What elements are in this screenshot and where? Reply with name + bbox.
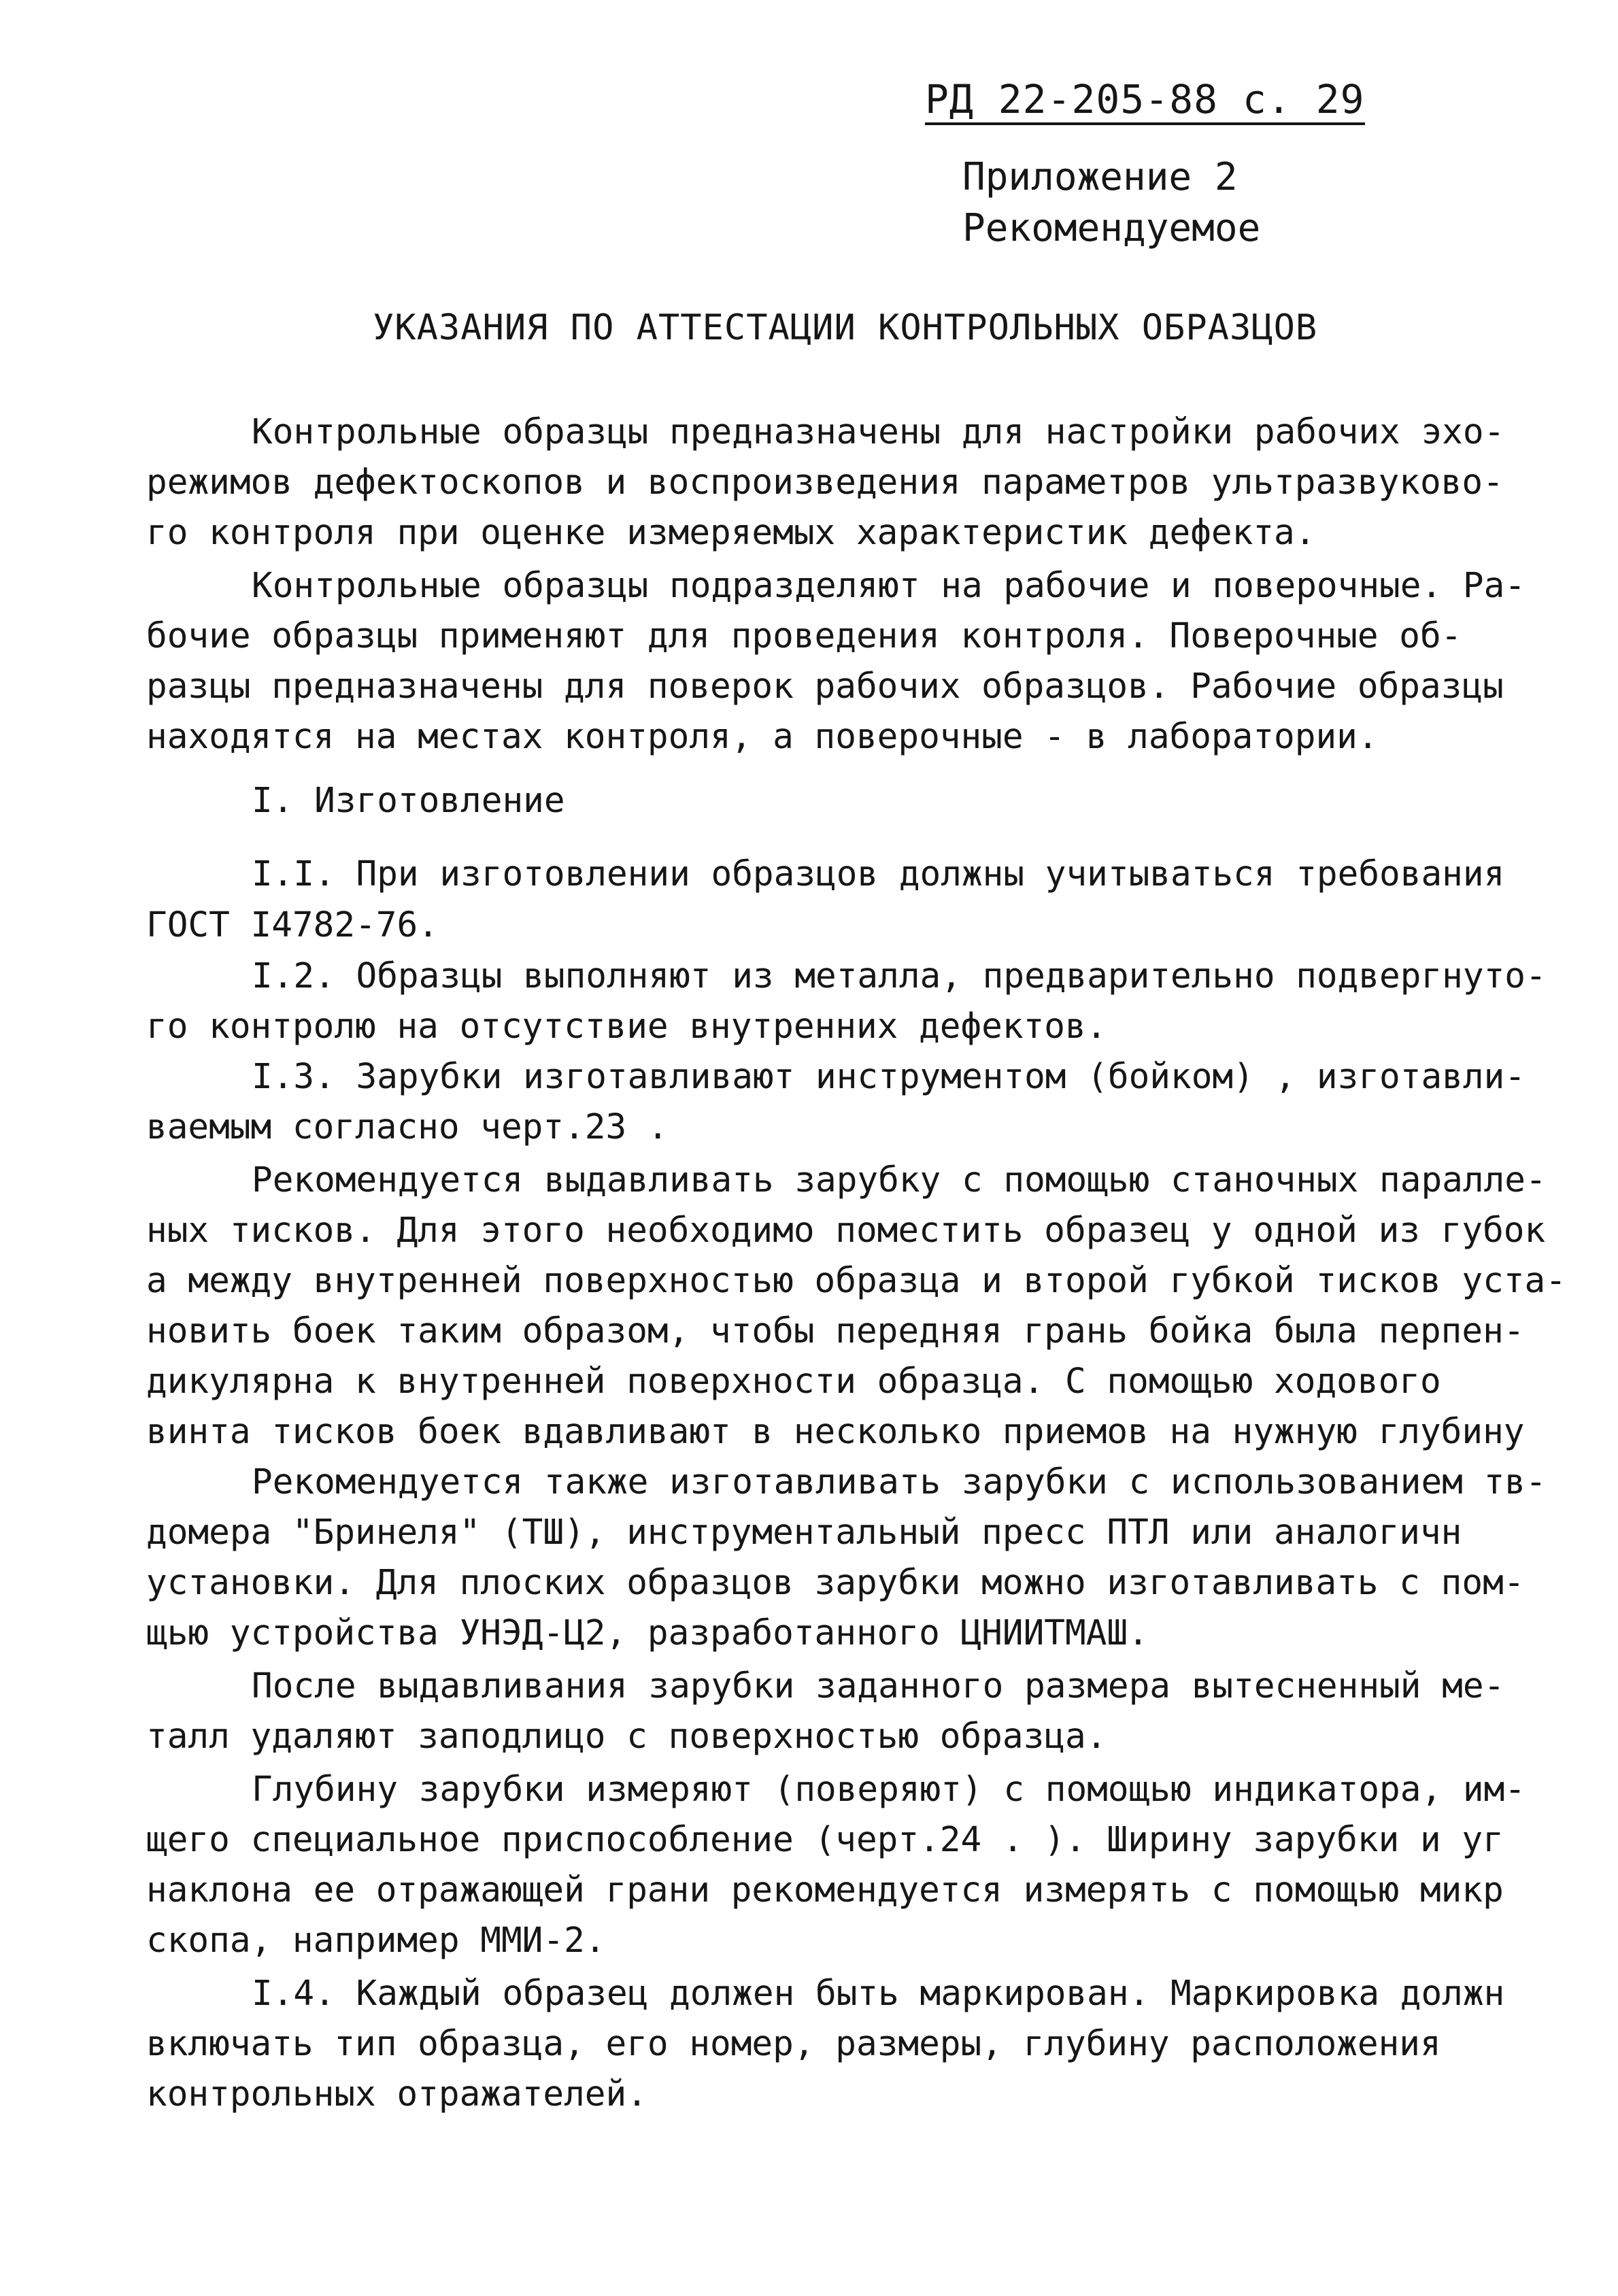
body-line: Контрольные образцы предназначены для настройки рабочих эхо- xyxy=(252,412,1505,452)
appendix-label: Приложение 2 xyxy=(962,155,1238,199)
body-line: Рекомендуется также изготавливать зарубки с использованием тв- xyxy=(252,1462,1547,1502)
body-line: щего специальное приспособление (черт.24 . ). Ширину зарубки и уг xyxy=(146,1820,1504,1860)
body-line: ГОСТ I4782-76. xyxy=(146,905,439,945)
document-code: РД 22-205-88 с. 29 xyxy=(925,76,1365,125)
body-line: ваемым согласно черт.23 . xyxy=(146,1107,669,1147)
body-line: находятся на местах контроля, а поверочные - в лаборатории. xyxy=(146,717,1379,757)
body-line: После выдавливания зарубки заданного размера вытесненный ме- xyxy=(252,1666,1505,1706)
section-heading: I. Изготовление xyxy=(252,781,565,821)
body-line: а между внутренней поверхностью образца и второй губкой тисков уста- xyxy=(146,1261,1566,1301)
body-line: I.I. При изготовлении образцов должны учитываться требования xyxy=(252,854,1505,894)
document-title: УКАЗАНИЯ ПО АТТЕСТАЦИИ КОНТРОЛЬНЫХ ОБРАЗЦОВ xyxy=(373,307,1318,348)
appendix-type: Рекомендуемое xyxy=(962,206,1261,250)
body-line: бочие образцы применяют для проведения контроля. Поверочные об- xyxy=(146,616,1462,656)
body-line: дикулярна к внутренней поверхности образца. С помощью ходового xyxy=(146,1362,1441,1402)
body-line: I.4. Каждый образец должен быть маркирован. Маркировка должн xyxy=(252,1974,1505,2014)
body-line: установки. Для плоских образцов зарубки можно изготавливать с пом- xyxy=(146,1563,1525,1603)
body-line: талл удаляют заподлицо с поверхностью образца. xyxy=(146,1717,1107,1757)
body-line: Контрольные образцы подразделяют на рабочие и поверочные. Ра- xyxy=(252,566,1526,606)
body-line: винта тисков боек вдавливают в несколько приемов на нужную глубину xyxy=(146,1412,1525,1452)
body-line: го контролю на отсутствие внутренних дефектов. xyxy=(146,1007,1107,1047)
body-line: ных тисков. Для этого необходимо поместить образец у одной из губок xyxy=(146,1211,1546,1251)
body-line: контрольных отражателей. xyxy=(146,2074,647,2114)
body-line: I.3. Зарубки изготавливают инструментом (бойком) , изготавли- xyxy=(252,1057,1526,1097)
body-line: Глубину зарубки измеряют (поверяют) с помощью индикатора, им- xyxy=(252,1770,1526,1810)
body-line: наклона ее отражающей грани рекомендуется измерять с помощью микр xyxy=(146,1870,1504,1910)
body-line: разцы предназначены для поверок рабочих образцов. Рабочие образцы xyxy=(146,666,1504,707)
body-line: I.2. Образцы выполняют из металла, предварительно подвергнуто- xyxy=(252,956,1547,996)
body-line: го контроля при оценке измеряемых характеристик дефекта. xyxy=(146,513,1316,553)
body-line: домера "Бринеля" (ТШ), инструментальный пресс ПТЛ или аналогичн xyxy=(146,1513,1462,1553)
body-line: Рекомендуется выдавливать зарубку с помощью станочных паралле- xyxy=(252,1160,1547,1200)
body-line: включать тип образца, его номер, размеры, глубину расположения xyxy=(146,2024,1441,2064)
body-line: скопа, например ММИ-2. xyxy=(146,1921,606,1961)
body-line: новить боек таким образом, чтобы передняя грань бойка была перпен- xyxy=(146,1311,1525,1351)
body-line: режимов дефектоскопов и воспроизведения параметров ультразвуково- xyxy=(146,462,1504,503)
body-line: щью устройства УНЭД-Ц2, разработанного ЦНИИТМАШ. xyxy=(146,1613,1149,1653)
